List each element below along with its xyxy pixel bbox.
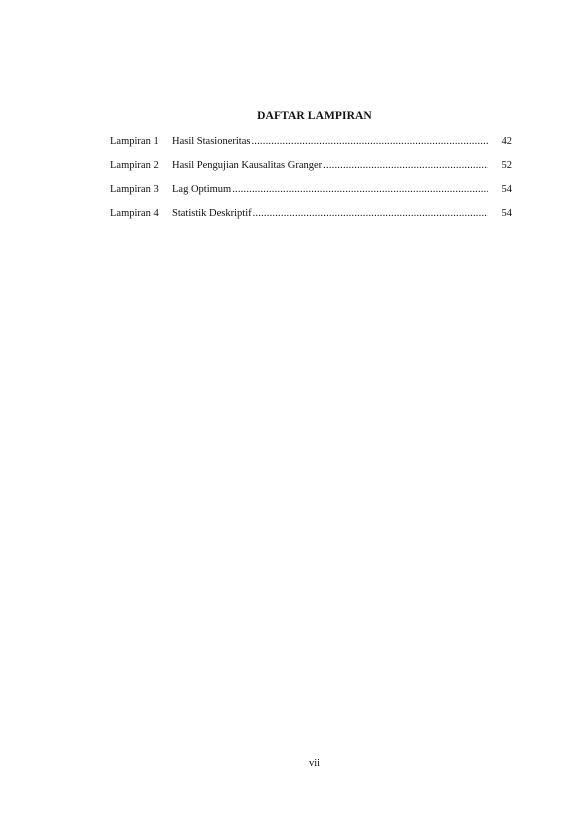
dot-leader [323, 160, 488, 172]
appendix-title: Lag Optimum [172, 184, 232, 195]
appendix-number: Lampiran 3 [110, 184, 159, 195]
appendix-page: 54 [501, 208, 512, 219]
appendix-page: 42 [501, 136, 512, 147]
list-item[interactable] [110, 136, 512, 160]
dot-leader [232, 184, 488, 196]
list-item[interactable] [110, 160, 512, 184]
appendix-title: Hasil Pengujian Kausalitas Granger [172, 160, 323, 171]
appendix-number: Lampiran 4 [110, 208, 159, 219]
appendix-number: Lampiran 2 [110, 160, 159, 171]
appendix-list [110, 136, 512, 232]
appendix-number: Lampiran 1 [110, 136, 159, 147]
page-title: DAFTAR LAMPIRAN [257, 110, 372, 122]
dot-leader [253, 208, 488, 220]
page-number: vii [308, 758, 321, 769]
appendix-title: Hasil Stasioneritas [172, 136, 251, 147]
appendix-page: 52 [501, 160, 512, 171]
appendix-page: 54 [501, 184, 512, 195]
list-item[interactable] [110, 208, 512, 232]
dot-leader [251, 136, 488, 148]
appendix-title: Statistik Deskriptif [172, 208, 252, 219]
list-item[interactable] [110, 184, 512, 208]
